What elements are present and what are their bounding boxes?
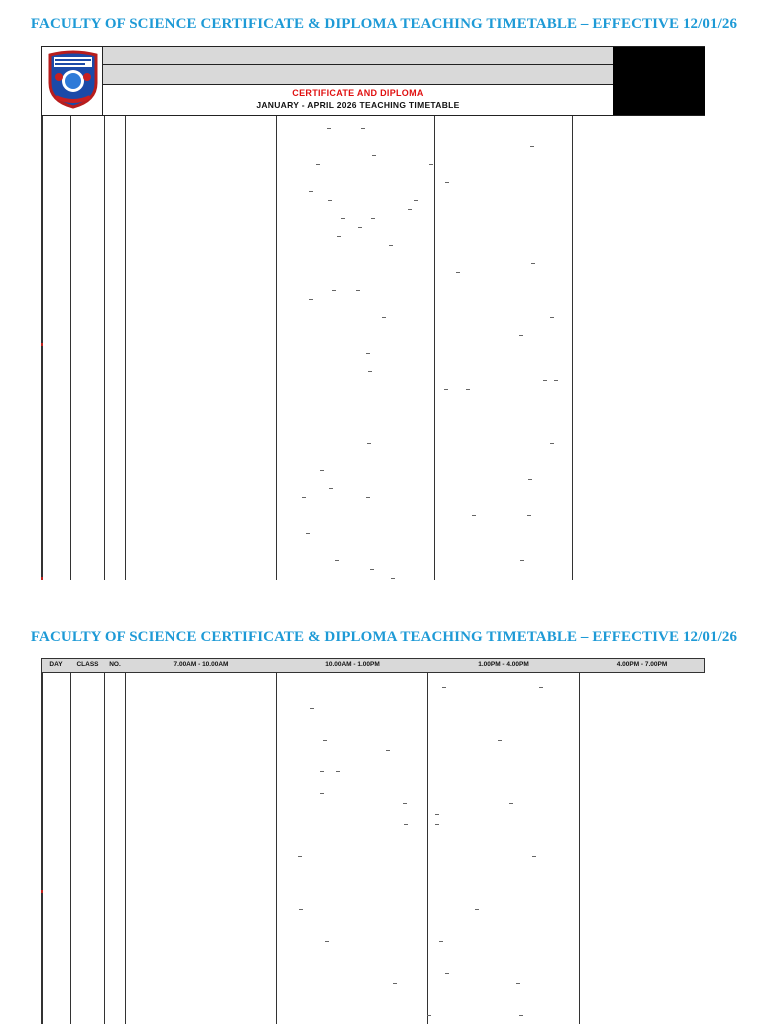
cell-mark [329, 488, 333, 489]
grid-column-line [70, 673, 71, 1024]
cell-mark [337, 236, 341, 237]
grid-column-line [427, 673, 428, 1024]
black-header-cell [613, 47, 705, 115]
cell-mark [445, 182, 449, 183]
column-header-row [41, 658, 705, 673]
timetable-grid-bottom [41, 673, 43, 1024]
cell-mark [528, 479, 532, 480]
cell-mark [435, 814, 439, 815]
cell-mark [414, 200, 418, 201]
cell-mark [371, 218, 375, 219]
cell-mark [393, 983, 397, 984]
cell-mark [554, 380, 558, 381]
cell-mark [309, 299, 313, 300]
grid-column-line [104, 116, 105, 580]
cell-mark [543, 380, 547, 381]
cell-mark [475, 909, 479, 910]
grid-column-line [434, 116, 435, 580]
cell-mark [442, 687, 446, 688]
cell-mark [404, 824, 408, 825]
cell-mark [335, 560, 339, 561]
cell-mark [550, 317, 554, 318]
col-slot-3: 1.00PM - 4.00PM [478, 661, 529, 668]
col-class: CLASS [76, 661, 99, 668]
day-divider [41, 577, 43, 580]
cell-mark [367, 443, 371, 444]
cell-mark [519, 335, 523, 336]
term-label: JANUARY - APRIL 2026 TEACHING TIMETABLE [256, 100, 460, 110]
cell-mark [520, 560, 524, 561]
cell-mark [444, 389, 448, 390]
grid-column-line [70, 116, 71, 580]
cell-mark [306, 533, 310, 534]
cell-mark [341, 218, 345, 219]
cell-mark [429, 164, 433, 165]
university-logo [46, 49, 100, 109]
grid-column-line [579, 673, 580, 1024]
cell-mark [368, 371, 372, 372]
cell-mark [530, 146, 534, 147]
cell-mark [519, 1015, 523, 1016]
grid-column-line [276, 673, 277, 1024]
cell-mark [366, 497, 370, 498]
cell-mark [532, 856, 536, 857]
cell-mark [408, 209, 412, 210]
col-day: DAY [49, 661, 63, 668]
cell-mark [389, 245, 393, 246]
grid-column-line [572, 116, 573, 580]
grid-column-line [125, 673, 126, 1024]
day-divider [41, 343, 43, 346]
cell-mark [527, 515, 531, 516]
cell-mark [298, 856, 302, 857]
cell-mark [472, 515, 476, 516]
page-title: FACULTY OF SCIENCE CERTIFICATE & DIPLOMA TEACHING TIMETABLE – EFFECTIVE 12/01/26 [30, 16, 738, 32]
timetable-header [41, 46, 705, 116]
cell-mark [382, 317, 386, 318]
cell-mark [320, 771, 324, 772]
grid-column-line [125, 116, 126, 580]
cell-mark [386, 750, 390, 751]
cell-mark [366, 353, 370, 354]
cell-mark [516, 983, 520, 984]
header-band [103, 65, 613, 85]
header-subtitle-area [103, 85, 613, 115]
page-title-2: FACULTY OF SCIENCE CERTIFICATE & DIPLOMA TEACHING TIMETABLE – EFFECTIVE 12/01/26 [30, 629, 738, 645]
cell-mark [498, 740, 502, 741]
cell-mark [328, 200, 332, 201]
cell-mark [332, 290, 336, 291]
cell-mark [327, 128, 331, 129]
cell-mark [356, 290, 360, 291]
grid-column-line [104, 673, 105, 1024]
logo-cell [42, 47, 103, 115]
cell-mark [403, 803, 407, 804]
col-slot-4: 4.00PM - 7.00PM [616, 661, 668, 668]
cell-mark [509, 803, 513, 804]
cell-mark [370, 569, 374, 570]
cell-mark [358, 227, 362, 228]
cell-mark [435, 824, 439, 825]
cell-mark [320, 470, 324, 471]
cell-mark [531, 263, 535, 264]
cell-mark [336, 771, 340, 772]
cell-mark [299, 909, 303, 910]
cell-mark [310, 708, 314, 709]
col-slot-2: 10.00AM - 1.00PM [325, 661, 380, 668]
cell-mark [391, 578, 395, 579]
cell-mark [320, 793, 324, 794]
grid-column-line [276, 116, 277, 580]
cell-mark [550, 443, 554, 444]
cell-mark [302, 497, 306, 498]
cell-mark [316, 164, 320, 165]
cell-mark [466, 389, 470, 390]
col-slot-1: 7.00AM - 10.00AM [173, 661, 229, 668]
cell-mark [439, 941, 443, 942]
cell-mark [325, 941, 329, 942]
header-band [103, 47, 613, 65]
timetable-grid-top [41, 116, 43, 580]
cell-mark [372, 155, 376, 156]
day-divider [41, 890, 43, 893]
cell-mark [323, 740, 327, 741]
cell-mark [309, 191, 313, 192]
cell-mark [539, 687, 543, 688]
cell-mark [456, 272, 460, 273]
cell-mark [427, 1015, 431, 1016]
program-label: CERTIFICATE AND DIPLOMA [292, 88, 424, 98]
cell-mark [361, 128, 365, 129]
cell-mark [445, 973, 449, 974]
col-no: NO. [109, 661, 121, 668]
